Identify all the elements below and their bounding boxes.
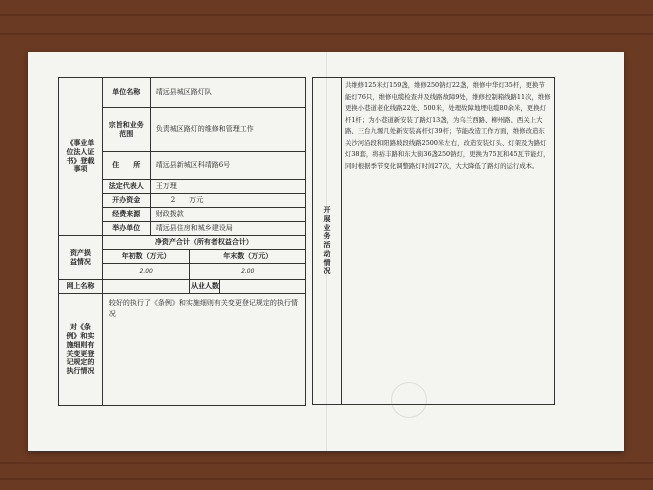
section-registration-label: 《事业单位法人证书》登载事项	[59, 78, 103, 236]
section-regulations-label: 对《条例》和实施细则有关变更登记规定的执行情况	[59, 294, 103, 406]
field-label-capital: 开办资金	[102, 194, 150, 208]
end-year-value: 2.00	[241, 268, 255, 276]
field-label-legal-rep: 法定代表人	[102, 180, 150, 194]
field-value-sponsor: 靖远县住房和城乡建设局	[150, 222, 305, 236]
document-sheet	[28, 52, 624, 451]
field-label-funding: 经费来源	[102, 208, 150, 222]
activities-table	[312, 77, 555, 405]
field-value-legal-rep: 王万理	[150, 180, 305, 194]
staff-count-label: 从业人数	[190, 280, 220, 294]
begin-year-value: 2.00	[139, 268, 153, 276]
field-label-sponsor: 举办单位	[102, 222, 150, 236]
field-label-unit-name: 单位名称	[102, 78, 150, 108]
field-value-address: 靖远县新城区科靖路6号	[150, 152, 305, 180]
net-assets-header: 净资产合计（所有者权益合计）	[102, 236, 305, 250]
website-value	[102, 280, 190, 294]
section-assets-label: 资产损益情况	[59, 236, 103, 280]
activities-text: 共维修125米灯159盏，维修250钠灯22盏，维修中华灯35杆，更换节能灯76只，维修电缆检查井及线路故障9处，维修控制箱线路11次，维修更换小巷道老化线路22处、500米，处理故障地埋电缆80余米，更换灯杆1杆；为小巷道新安装了路灯13盏，为乌兰西路、柳州路、西关上大路、三台九塬几处新安装高杆灯39杆；节能改造工作方面，维修改造东关沙河沿段和阳路坡段线路2500米左右，改造安装灯头、灯架及为路灯灯38套，将裕丰路和东大街36盏250钠灯，更换为75瓦和45瓦节能灯，同时根据季节变化调整路灯时间27次，大大降低了路灯的运行成本。	[344, 81, 551, 170]
website-label: 网上名称	[59, 280, 103, 294]
field-value-funding: 财政拨款	[150, 208, 305, 222]
field-label-address: 住 所	[102, 152, 150, 180]
section-activities-label: 开展业务活动情况	[313, 78, 342, 405]
regulations-text: 较好的执行了《条例》和实施细则有关变更登记规定的执行情况	[102, 294, 305, 406]
field-label-scope: 宗旨和业务范围	[102, 108, 150, 152]
field-value-scope: 负责城区路灯的维修和管理工作	[150, 108, 305, 152]
registration-form-table	[58, 77, 306, 406]
field-value-unit-name: 靖远县城区路灯队	[150, 78, 305, 108]
end-year-label: 年末数（万元）	[190, 250, 306, 264]
staff-count-value	[220, 280, 306, 294]
begin-year-label: 年初数（万元）	[102, 250, 190, 264]
field-value-capital: 2 万元	[150, 194, 305, 208]
faint-seal-stamp	[391, 382, 427, 418]
